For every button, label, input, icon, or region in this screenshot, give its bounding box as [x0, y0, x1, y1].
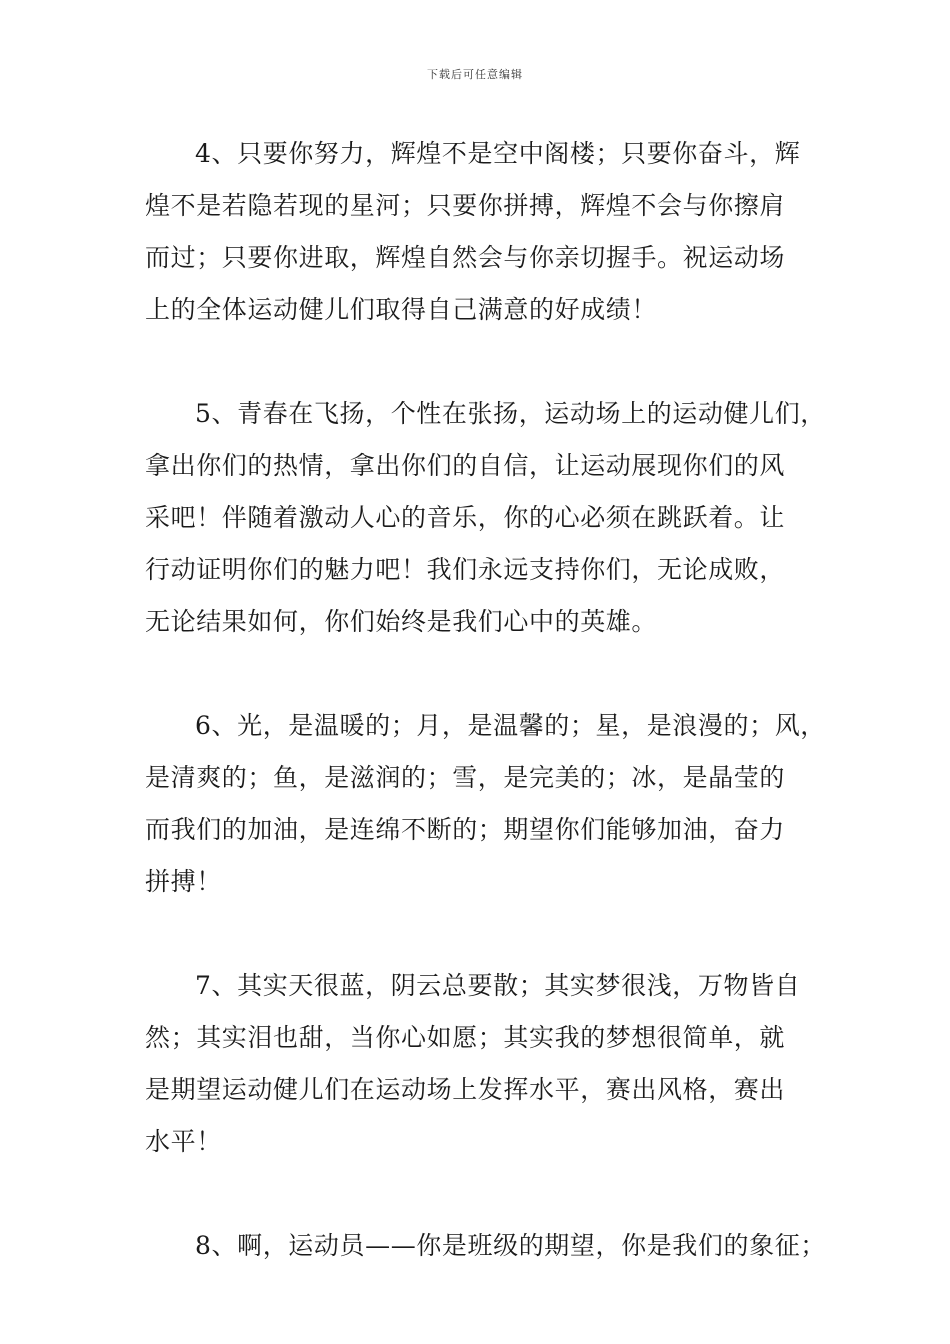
paragraph-line: 6、光，是温暖的；月，是温馨的；星，是浪漫的；风，: [195, 711, 826, 740]
paragraph-line: 行动证明你们的魅力吧！我们永远支持你们，无论成败，: [145, 555, 786, 584]
paragraph-line: 4、只要你努力，辉煌不是空中阁楼；只要你奋斗，辉: [195, 139, 801, 168]
paragraph-line: 拼搏！: [145, 867, 222, 896]
paragraph-line: 8、啊，运动员——你是班级的期望，你是我们的象征；: [195, 1231, 826, 1260]
paragraph-line: 煌不是若隐若现的星河；只要你拼搏，辉煌不会与你擦肩: [145, 191, 786, 220]
paragraph-7: [145, 960, 835, 1168]
paragraph-line: 是清爽的；鱼，是滋润的；雪，是完美的；冰，是晶莹的: [145, 763, 786, 792]
paragraph-line: 采吧！伴随着激动人心的音乐，你的心必须在跳跃着。让: [145, 503, 786, 532]
paragraph-line: 拿出你们的热情，拿出你们的自信，让运动展现你们的风: [145, 451, 786, 480]
paragraph-8: [145, 1220, 835, 1272]
paragraph-line: 而过；只要你进取，辉煌自然会与你亲切握手。祝运动场: [145, 243, 786, 272]
paragraph-line: 然；其实泪也甜，当你心如愿；其实我的梦想很简单，就: [145, 1023, 786, 1052]
document-body: [145, 128, 835, 1324]
paragraph-line: 而我们的加油，是连绵不断的；期望你们能够加油，奋力: [145, 815, 786, 844]
paragraph-5: [145, 388, 835, 648]
paragraph-line: 7、其实天很蓝，阴云总要散；其实梦很浅，万物皆自: [195, 971, 801, 1000]
header-note: 下载后可任意编辑: [427, 68, 523, 81]
paragraph-4: [145, 128, 835, 336]
paragraph-line: 无论结果如何，你们始终是我们心中的英雄。: [145, 607, 658, 636]
paragraph-line: 是期望运动健儿们在运动场上发挥水平，赛出风格，赛出: [145, 1075, 786, 1104]
paragraph-line: 水平！: [145, 1127, 222, 1156]
paragraph-line: 5、青春在飞扬，个性在张扬，运动场上的运动健儿们，: [195, 399, 826, 428]
paragraph-line: 上的全体运动健儿们取得自己满意的好成绩！: [145, 295, 658, 324]
paragraph-6: [145, 700, 835, 908]
